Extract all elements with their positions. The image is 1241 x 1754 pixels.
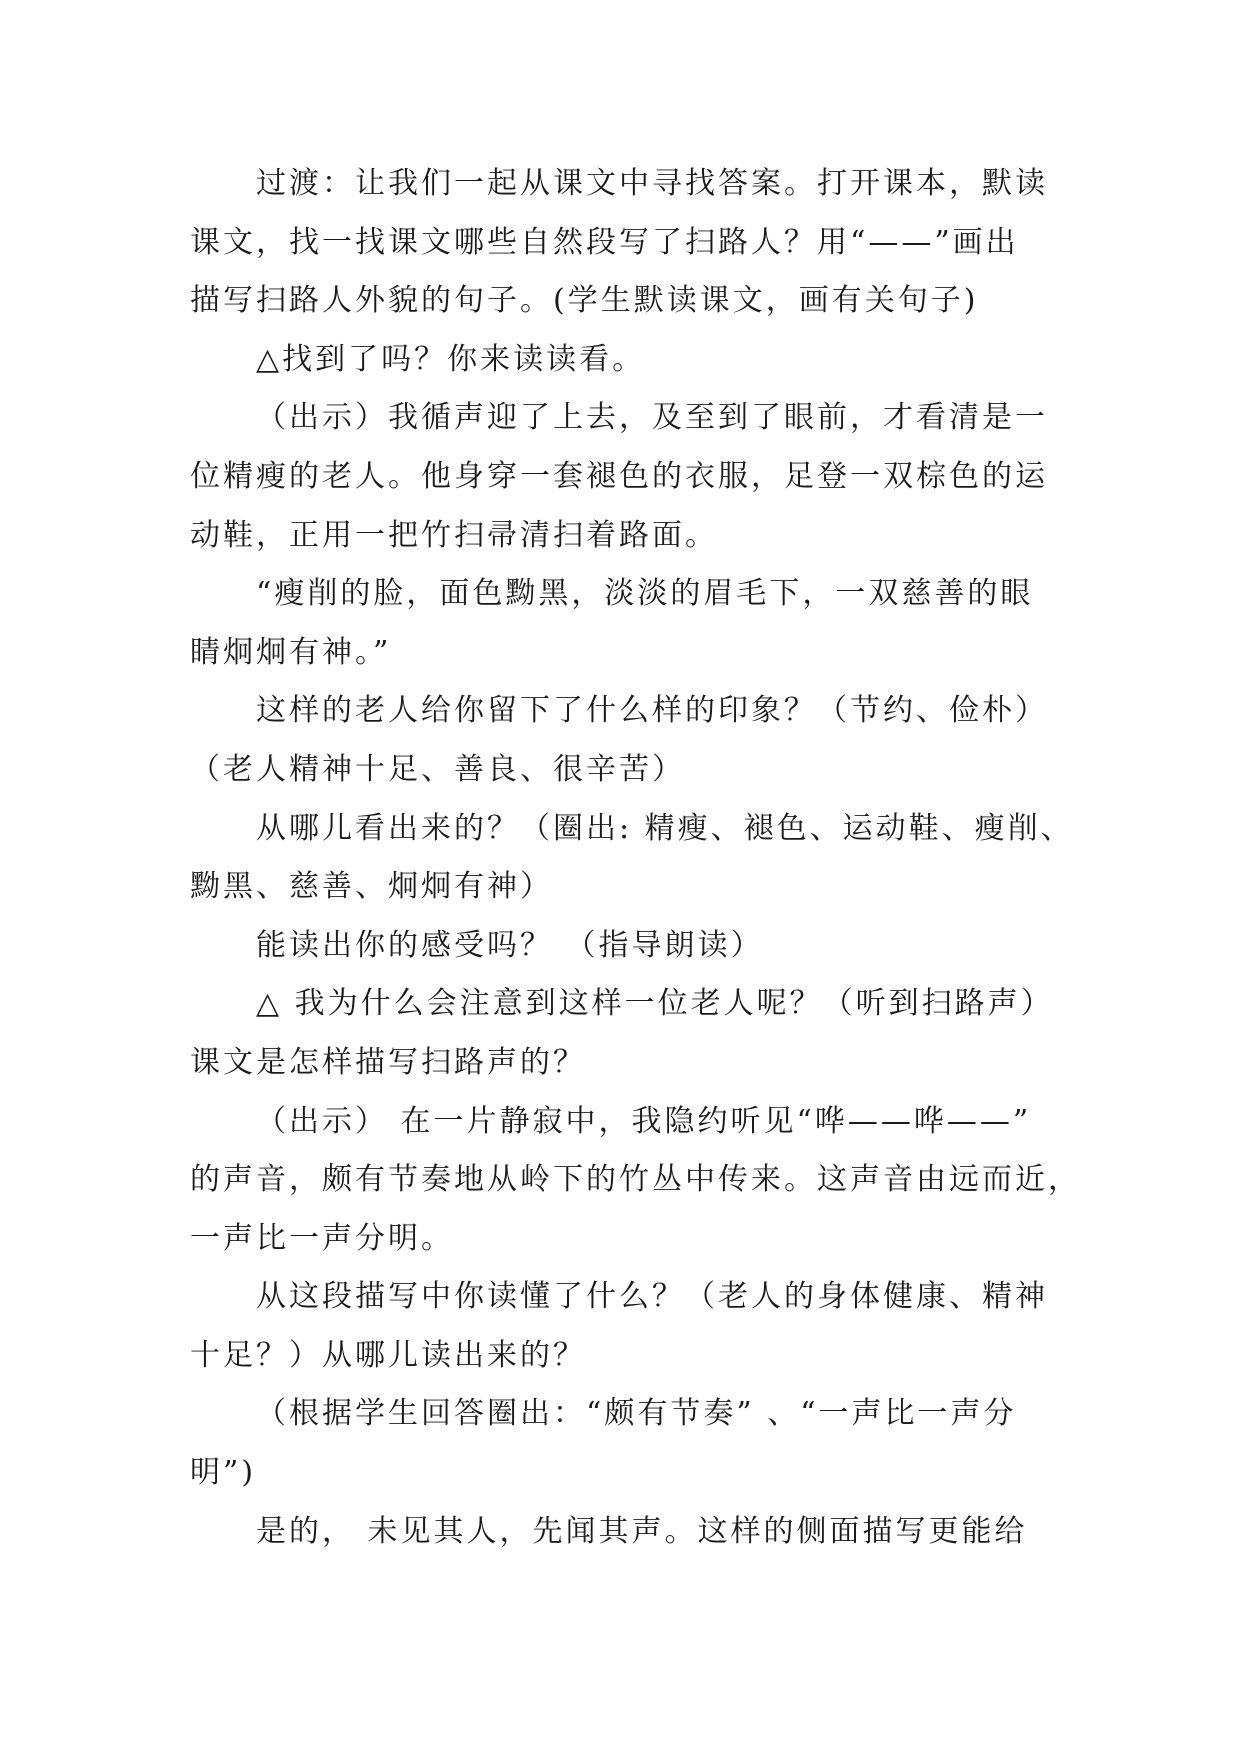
text-line: 明”) [190,1455,257,1491]
text-line: 描写扫路人外貌的句子。(学生默读课文，画有关句子) [190,283,979,319]
text-line: 睛炯炯有神。” [190,634,392,670]
text-line: 这样的老人给你留下了什么样的印象？（节约、俭朴） [256,693,1048,729]
document-body [190,155,1081,1561]
text-line: 动鞋，正用一把竹扫帚清扫着路面。 [190,517,718,553]
text-line: （老人精神十足、善良、很辛苦） [190,751,685,787]
text-line: “瘦削的脸，面色黝黑，淡淡的眉毛下，一双慈善的眼 [256,576,1034,612]
text-line: 十足？）从哪儿读出来的？ [190,1337,586,1373]
text-line: 过渡：让我们一起从课文中寻找答案。打开课本，默读 [256,166,1048,201]
text-line: △ 我为什么会注意到这样一位老人呢？（听到扫路声） [256,986,1054,1022]
text-line: 课文，找一找课文哪些自然段写了扫路人？用“——”画出 [190,224,1019,260]
text-line: （出示） 在一片静寂中，我隐约听见“哗——哗——” [256,1103,1032,1139]
text-line: 是的， 未见其人，先闻其声。这样的侧面描写更能给 [256,1513,1028,1549]
text-line: △找到了吗？你来读读看。 [256,341,646,377]
text-line: 黝黑、慈善、炯炯有神） [190,869,553,905]
text-line: 能读出你的感受吗？ （指导朗读） [256,927,764,963]
text-line: 从这段描写中你读懂了什么？（老人的身体健康、精神 [256,1279,1048,1315]
text-line: （根据学生回答圈出：“颇有节奏” 、“一声比一声分 [256,1396,1017,1432]
text-line: （出示）我循声迎了上去，及至到了眼前，才看清是一 [256,400,1048,436]
text-line: 一声比一声分明。 [190,1220,454,1256]
text-line: 从哪儿看出来的？（圈出: 精瘦、褪色、运动鞋、瘦削、 [256,810,1074,846]
text-line: 课文是怎样描写扫路声的？ [190,1044,586,1080]
text-line: 位精瘦的老人。他身穿一套褪色的衣服，足登一双棕色的运 [190,458,1048,494]
text-line: 的声音，颇有节奏地从岭下的竹丛中传来。这声音由远而近， [190,1162,1081,1198]
